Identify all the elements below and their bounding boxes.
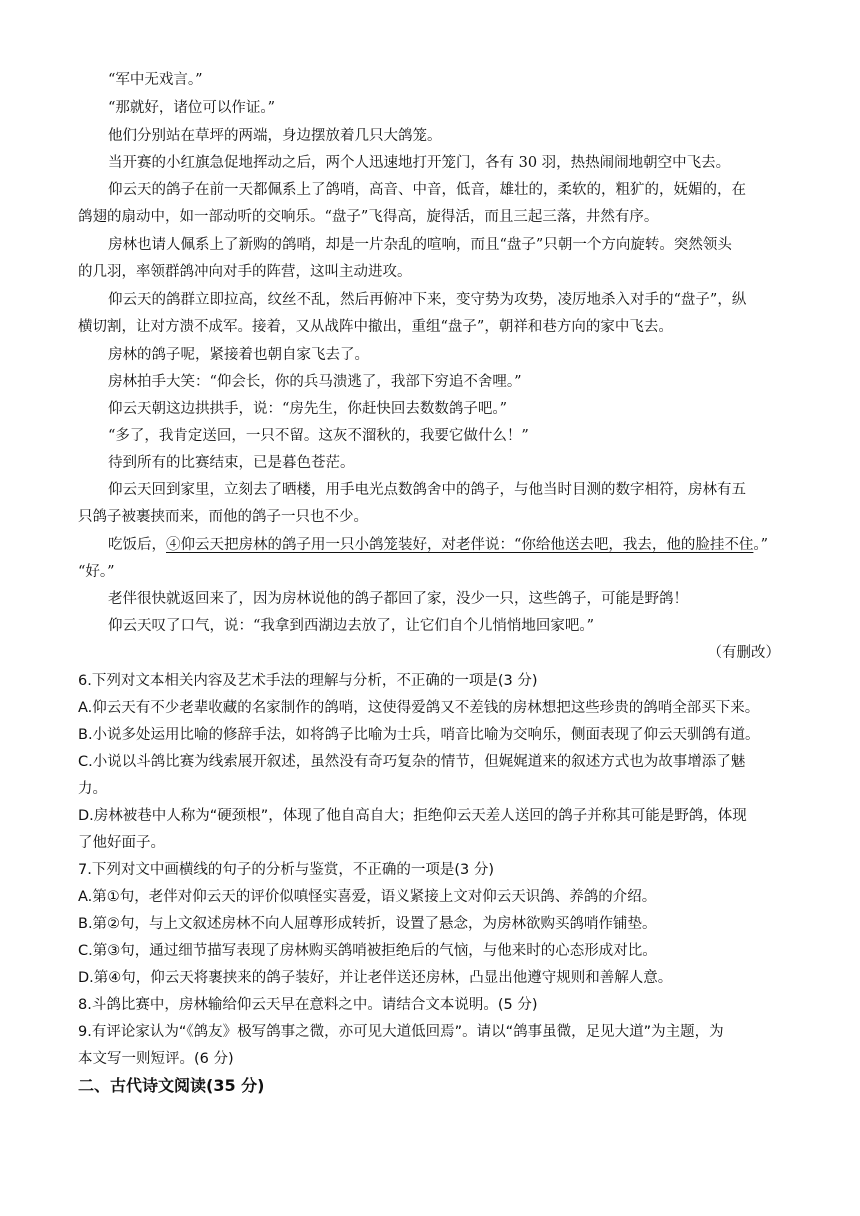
story-paragraph: “多了，我肯定送回，一只不留。这灰不溜秋的，我要它做什么！” [108,428,529,444]
story-paragraph: 老伴很快就返回来了，因为房林说他的鸽子都回了家，没少一只，这些鸽子，可能是野鸽！ [108,591,688,607]
story-paragraph: “好。” [78,564,115,580]
question-6-option-a: A.仰云天有不少老辈收藏的名家制作的鸽哨，这使得爱鸽又不差钱的房林想把这些珍贵的鸽哨全部买下来。 [78,700,760,716]
story-paragraph-cont: 横切割，让对方溃不成军。接着，又从战阵中撤出，重组“盘子”，朝祥和巷方向的家中飞去。 [78,319,673,335]
question-6-stem: 6.下列对文本相关内容及艺术手法的理解与分析，不正确的一项是(3 分) [78,673,538,689]
story-paragraph-underlined [108,535,788,555]
story-paragraph: 房林拍手大笑：“仰会长，你的兵马溃逃了，我部下穷追不舍哩。” [108,374,522,390]
story-paragraph-cont: 鸽翅的扇动中，如一部动听的交响乐。“盘子”飞得高，旋得活，而且三起三落，井然有序。 [78,209,659,225]
story-paragraph: 房林也请人佩系上了新购的鸽哨，却是一片杂乱的喧响，而且“盘子”只朝一个方向旋转。突然领头 [108,237,732,253]
underlined-sentence-4: ④仰云天把房林的鸽子用一只小鸽笼装好，对老伴说：“你给他送去吧，我去，他的脸挂不住 [166,537,754,553]
question-7-option-d: D.第④句，仰云天将裹挟来的鸽子装好，并让老伴送还房林，凸显出他遵守规则和善解人意。 [78,970,673,986]
story-paragraph: 仰云天回到家里，立刻去了晒楼，用手电光点数鸽舍中的鸽子，与他当时目测的数字相符，房林有五 [108,482,746,498]
question-6-option-b: B.小说多处运用比喻的修辞手法，如将鸽子比喻为士兵，哨音比喻为交响乐，侧面表现了仰云天驯鸽有道。 [78,727,760,743]
question-9-cont: 本文写一则短评。(6 分) [78,1051,234,1067]
story-paragraph: 他们分别站在草坪的两端，身边摆放着几只大鸽笼。 [108,128,442,144]
story-paragraph: 仰云天朝这边拱拱手，说：“房先生，你赶快回去数数鸽子吧。” [108,401,508,417]
question-7-option-a: A.第①句，老伴对仰云天的评价似嗔怪实喜爱，语义紧接上文对仰云天识鸽、养鸽的介绍。 [78,889,657,905]
question-7-option-b: B.第②句，与上文叙述房林不向人屈尊形成转折，设置了悬念，为房林欲购买鸽哨作铺垫。 [78,916,657,932]
section-heading: 二、古代诗文阅读(35 分) [78,1076,265,1095]
story-paragraph: 当开赛的小红旗急促地挥动之后，两个人迅速地打开笼门，各有 30 羽，热热闹闹地朝空中飞去。 [108,155,731,171]
question-7-option-c: C.第③句，通过细节描写表现了房林购买鸽哨被拒绝后的气恼，与他来时的心态形成对比。 [78,943,657,959]
story-paragraph: 房林的鸽子呢，紧接着也朝自家飞去了。 [108,347,369,363]
story-paragraph: “军中无戏言。” [108,72,203,88]
question-6-option-d: D.房林被巷中人称为“硬颈根”，体现了他自高自大；拒绝仰云天差人送回的鸽子并称其可能是野鸽，体现 [78,808,747,824]
text-segment: 吃饭后， [108,537,166,553]
story-paragraph-cont: 的几羽，率领群鸽冲向对手的阵营，这叫主动进攻。 [78,264,412,280]
question-6-option-d-cont: 了他好面子。 [78,835,165,851]
story-paragraph: 仰云天叹了口气，说：“我拿到西湖边去放了，让它们自个儿悄悄地回家吧。” [108,618,595,634]
story-paragraph-cont: 只鸽子被裹挟而来，而他的鸽子一只也不少。 [78,509,368,525]
story-paragraph: “那就好，诸位可以作证。” [108,100,276,116]
question-7-stem: 7.下列对文中画横线的句子的分析与鉴赏，不正确的一项是(3 分) [78,862,494,878]
story-paragraph: 仰云天的鸽群立即拉高，纹丝不乱，然后再俯冲下来，变守势为攻势，凌厉地杀入对手的“盘子”，纵 [108,292,747,308]
story-paragraph: 待到所有的比赛结束，已是暮色苍茫。 [108,455,355,471]
story-paragraph: 仰云天的鸽子在前一天都佩系上了鸽哨，高音、中音，低音，雄壮的，柔软的，粗犷的，妩媚的，在 [108,182,746,198]
source-note: （有删改） [707,645,780,661]
text-segment: 。” [753,537,769,553]
question-9: 9.有评论家认为“《鸽友》极写鸽事之微，亦可见大道低回焉”。请以“鸽事虽微，足见大道”为主题，为 [78,1024,724,1040]
question-8: 8.斗鸽比赛中，房林输给仰云天早在意料之中。请结合文本说明。(5 分) [78,997,538,1013]
question-6-option-c-cont: 力。 [78,781,107,797]
question-6-option-c: C.小说以斗鸽比赛为线索展开叙述，虽然没有奇巧复杂的情节，但娓娓道来的叙述方式也为故事增添了魅 [78,754,746,770]
